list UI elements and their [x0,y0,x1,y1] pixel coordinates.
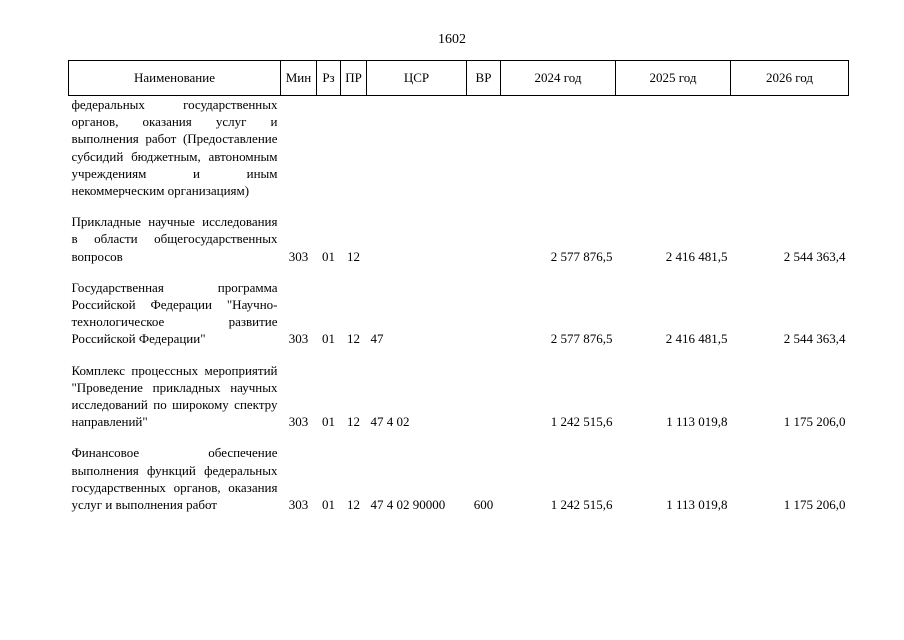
row-2025: 2 416 481,5 [665,248,728,264]
budget-table [68,60,849,513]
row-2024 [501,96,616,200]
header-csr: ЦСР [367,61,467,96]
row-2026: 1 175 206,0 [783,497,846,513]
row-name: Комплекс процессных мероприятий "Проведение прикладных научных исследований по широкому спектру направлений" [71,362,278,430]
row-2024: 1 242 515,6 [550,497,613,513]
page-number: 1602 [438,32,466,47]
row-name: федеральных государственных органов, оказания услуг и выполнения работ (Предоставление субсидий бюджетным, автономным учреждениям и иным некоммерческим организациям) [71,97,278,199]
row-name: Прикладные научные исследования в области общегосударственных вопросов [71,214,278,264]
row-gap [69,430,849,444]
row-min: 303 [288,248,309,264]
row-min: 303 [288,331,309,347]
row-2026 [731,96,849,200]
header-name: Наименование [69,61,281,96]
header-rz: Рз [317,61,341,96]
row-pr [341,96,367,200]
row-2025: 2 416 481,5 [665,331,728,347]
row-pr: 12 [347,248,360,264]
row-2025 [616,96,731,200]
row-gap [69,265,849,279]
row-vr [467,279,501,348]
row-gap [69,348,849,362]
row-2025: 1 113 019,8 [666,414,728,430]
row-name: Финансовое обеспечение выполнения функций федеральных государственных органов, оказания услуг и выполнения работ [71,445,278,513]
row-2026: 2 544 363,4 [783,248,846,264]
row-min: 303 [288,497,309,513]
row-2024: 2 577 876,5 [550,331,613,347]
row-2025: 1 113 019,8 [666,497,728,513]
row-pr: 12 [347,414,360,430]
row-vr [467,213,501,265]
row-gap [69,199,849,213]
table-row [69,279,849,348]
header-2026: 2026 год [731,61,849,96]
table-row [69,96,849,200]
header-vr: ВР [467,61,501,96]
header-pr: ПР [341,61,367,96]
row-pr: 12 [347,497,360,513]
row-pr: 12 [347,331,360,347]
row-csr [367,96,467,200]
row-2024: 1 242 515,6 [550,414,613,430]
row-2026: 2 544 363,4 [783,331,846,347]
row-vr [467,362,501,431]
header-2024: 2024 год [501,61,616,96]
row-rz: 01 [322,331,335,347]
row-vr: 600 [473,497,494,513]
table-header-row [69,61,849,96]
row-rz: 01 [322,497,335,513]
row-min [281,96,317,200]
row-csr [367,213,467,265]
table-row [69,444,849,513]
row-rz: 01 [322,414,335,430]
row-min: 303 [288,414,309,430]
table-row [69,213,849,265]
header-min: Мин [281,61,317,96]
row-csr: 47 4 02 90000 [370,497,446,513]
row-2024: 2 577 876,5 [550,248,613,264]
header-2025: 2025 год [616,61,731,96]
row-2026: 1 175 206,0 [783,414,846,430]
table-row [69,362,849,431]
row-csr: 47 [370,331,384,347]
row-name: Государственная программа Российской Федерации "Научно-технологическое развитие Российской Федерации" [71,279,278,347]
row-rz: 01 [322,248,335,264]
row-csr: 47 4 02 [370,414,410,430]
row-vr [467,96,501,200]
row-rz [317,96,341,200]
